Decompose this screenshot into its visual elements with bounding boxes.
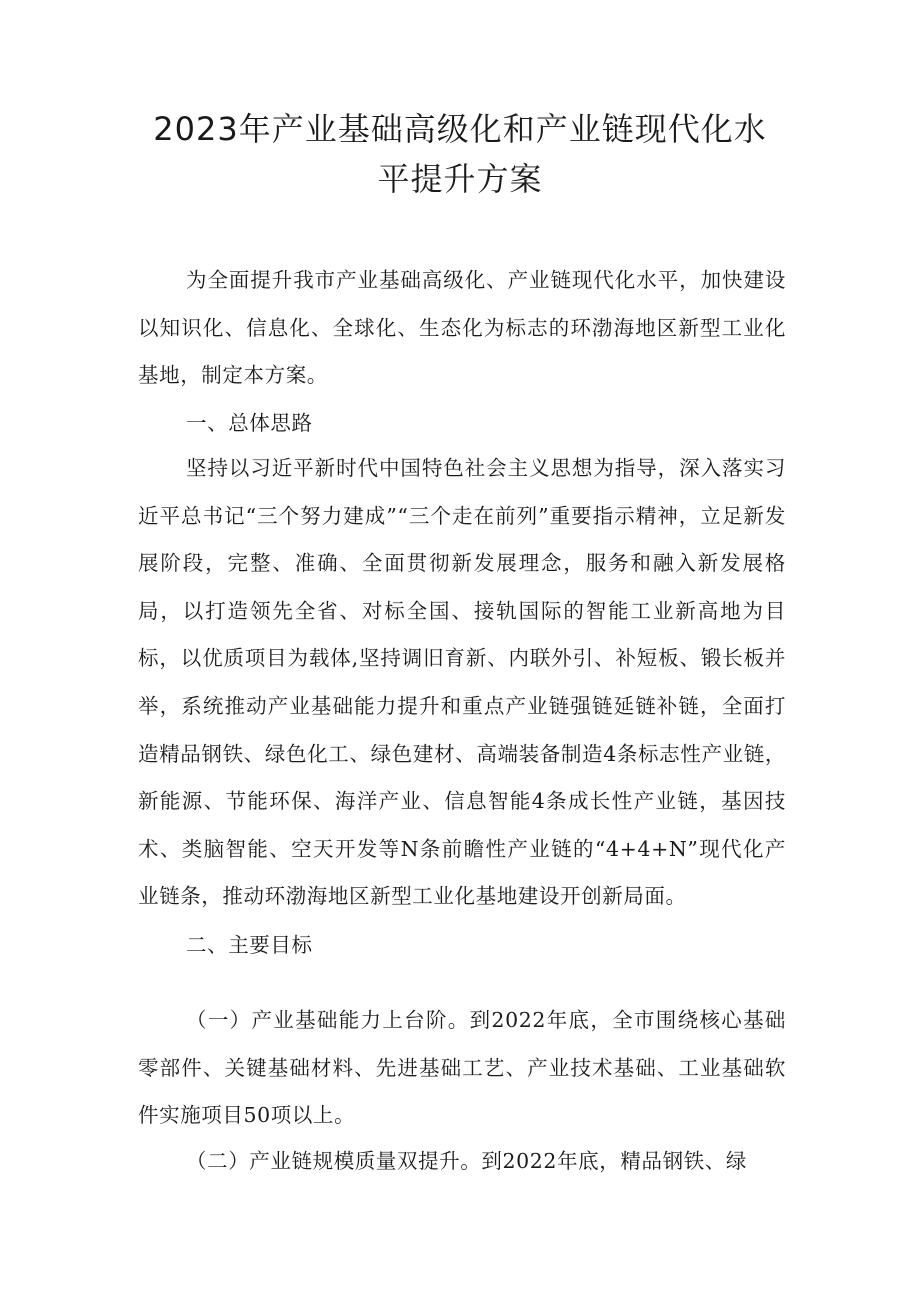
document-title: 2023年产业基础高级化和产业链现代化水平提升方案 xyxy=(153,110,767,198)
overall-approach-paragraph: 坚持以习近平新时代中国特色社会主义思想为指导，深入落实习近平总书记“三个努力建成”“三个走在前列”重要指示精神，立足新发展阶段，完整、准确、全面贯彻新发展理念，服务和融入新发展格局，以打造领先全省、对标全国、接轨国际的智能工业新高地为目标，以优质项目为载体,坚持调旧育新、内联外引、补短板、锻长板并举，系统推动产业基础能力提升和重点产业链强链延链补链，全面打造精品钢铁、绿色化工、绿色建材、高端装备制造4条标志性产业链，新能源、节能环保、海洋产业、信息智能4条成长性产业链，基因技术、类脑智能、空天开发等N条前瞻性产业链的“4+4+N”现代化产业链条，推动环渤海地区新型工业化基地建设开创新局面。 xyxy=(138,456,786,909)
section-heading-overall-approach: 一、总体思路 xyxy=(186,411,313,435)
goal-item-2-paragraph: （二）产业链规模质量双提升。到2022年底，精品钢铁、绿 xyxy=(186,1149,747,1173)
intro-paragraph: 为全面提升我市产业基础高级化、产业链现代化水平，加快建设以知识化、信息化、全球化、生态化为标志的环渤海地区新型工业化基地，制定本方案。 xyxy=(138,268,786,388)
goal-item-1-paragraph: （一）产业基础能力上台阶。到2022年底，全市围绕核心基础零部件、关键基础材料、先进基础工艺、产业技术基础、工业基础软件实施项目50项以上。 xyxy=(138,1008,786,1128)
section-heading-main-goals: 二、主要目标 xyxy=(186,933,313,957)
